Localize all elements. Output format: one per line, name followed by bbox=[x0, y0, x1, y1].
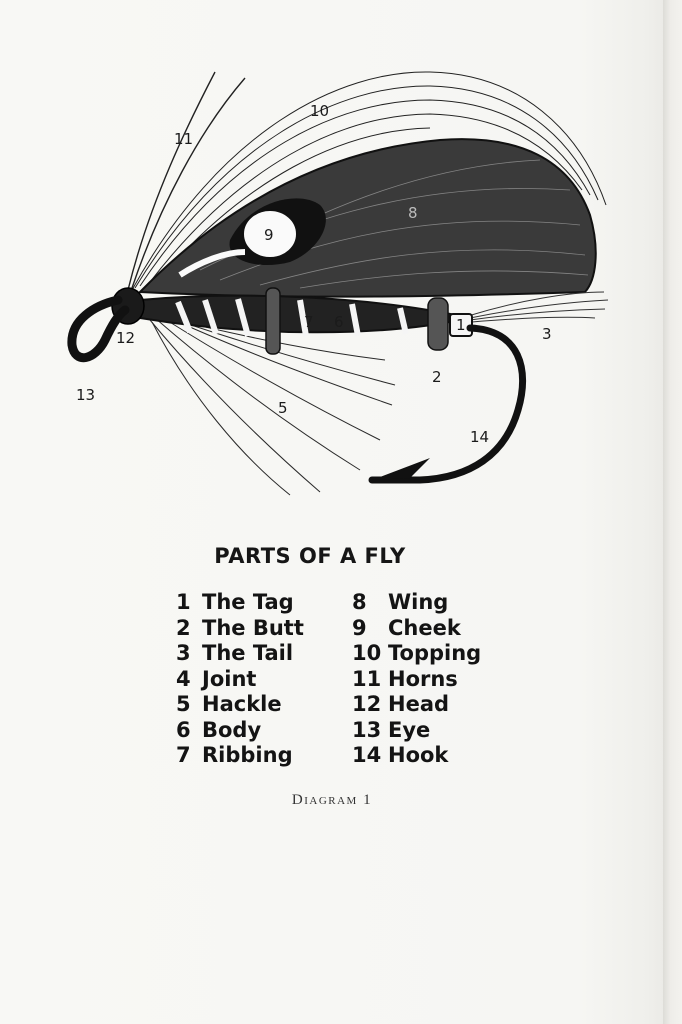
joint bbox=[266, 288, 280, 354]
legend-part-name: The Butt bbox=[202, 615, 304, 640]
legend-number: 1 bbox=[176, 590, 191, 614]
legend-item bbox=[352, 743, 481, 769]
part-label-3: 3 bbox=[542, 325, 552, 343]
part-label-2: 2 bbox=[432, 368, 442, 386]
legend-part-name: The Tail bbox=[202, 641, 294, 665]
legend-number: 10 bbox=[352, 641, 382, 665]
legend-item bbox=[176, 641, 304, 667]
tail bbox=[468, 292, 608, 322]
legend-part-name: Hook bbox=[388, 743, 449, 767]
wing bbox=[140, 139, 596, 296]
legend-item bbox=[176, 667, 304, 693]
part-label-6: 6 bbox=[334, 313, 344, 331]
legend-part-name: Eye bbox=[388, 717, 431, 742]
legend-column-left bbox=[176, 590, 304, 769]
legend-item bbox=[176, 616, 304, 642]
diagram-title: PARTS OF A FLY bbox=[214, 544, 406, 568]
butt bbox=[428, 298, 448, 350]
legend-part-name: Ribbing bbox=[202, 743, 293, 767]
legend-number: 11 bbox=[352, 666, 382, 691]
legend-part-name: Joint bbox=[202, 666, 257, 691]
legend-number: 3 bbox=[176, 641, 191, 665]
legend-item bbox=[176, 590, 304, 616]
part-label-8: 8 bbox=[408, 204, 418, 222]
legend-item bbox=[176, 743, 304, 769]
legend-number: 5 bbox=[176, 692, 191, 716]
legend-item bbox=[352, 641, 481, 667]
part-label-13: 13 bbox=[76, 386, 96, 404]
hook bbox=[372, 328, 523, 480]
legend-item bbox=[352, 616, 481, 642]
legend-item bbox=[352, 718, 481, 744]
legend-part-name: Topping bbox=[388, 641, 482, 665]
legend-part-name: Hackle bbox=[202, 692, 282, 716]
legend-part-name: Wing bbox=[388, 590, 449, 614]
legend-part-name: Horns bbox=[388, 666, 458, 691]
legend-number: 14 bbox=[352, 743, 382, 767]
legend-number: 2 bbox=[176, 615, 191, 640]
part-label-14: 14 bbox=[470, 428, 490, 446]
legend-number: 13 bbox=[352, 717, 382, 742]
legend-part-name: Body bbox=[202, 717, 262, 742]
part-label-11: 11 bbox=[174, 130, 194, 148]
legend-item bbox=[352, 590, 481, 616]
legend-part-name: Cheek bbox=[388, 615, 461, 640]
legend-item bbox=[176, 718, 304, 744]
part-label-1: 1 bbox=[456, 316, 466, 334]
legend-item bbox=[176, 692, 304, 718]
legend-number: 4 bbox=[176, 666, 191, 691]
legend-number: 9 bbox=[352, 615, 367, 640]
legend-item bbox=[352, 667, 481, 693]
part-label-10: 10 bbox=[310, 102, 330, 120]
legend-number: 7 bbox=[176, 743, 191, 767]
part-label-7: 7 bbox=[304, 313, 314, 331]
legend-number: 6 bbox=[176, 717, 191, 742]
legend-part-name: The Tag bbox=[202, 590, 294, 614]
legend-number: 8 bbox=[352, 590, 367, 614]
legend-column-right bbox=[352, 590, 481, 769]
part-label-5: 5 bbox=[278, 399, 288, 417]
legend-item bbox=[352, 692, 481, 718]
legend-number: 12 bbox=[352, 692, 382, 716]
legend-part-name: Head bbox=[388, 692, 450, 716]
part-label-9: 9 bbox=[264, 226, 274, 244]
part-label-12: 12 bbox=[116, 329, 136, 347]
figure-caption: Diagram 1 bbox=[291, 792, 373, 808]
